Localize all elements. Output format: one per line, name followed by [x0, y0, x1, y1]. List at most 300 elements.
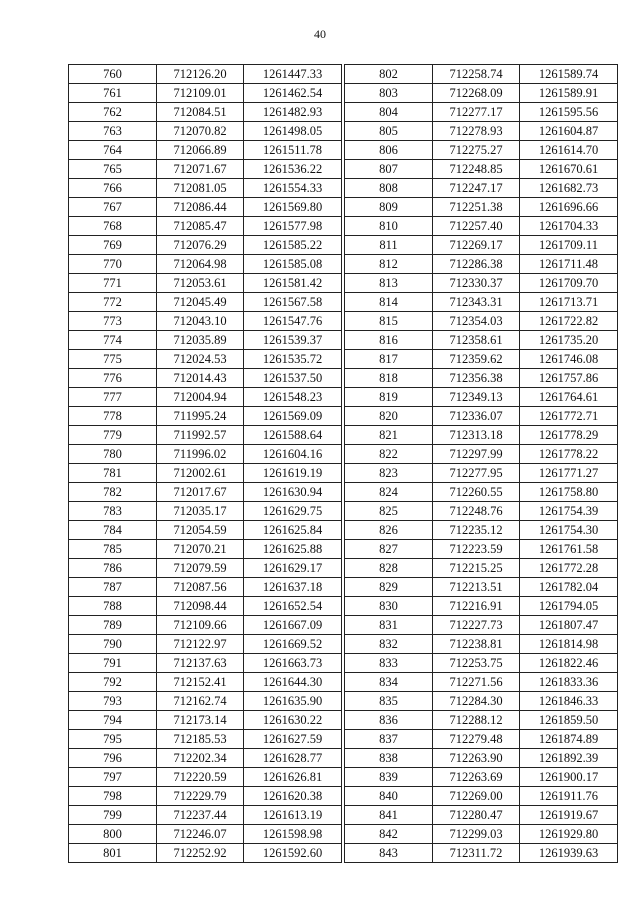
x-coordinate-cell: 712079.59 — [157, 559, 244, 578]
table-row — [345, 844, 618, 863]
point-number-cell: 760 — [69, 65, 157, 84]
table-row — [69, 464, 342, 483]
page-number: 40 — [314, 27, 326, 41]
table-row — [69, 578, 342, 597]
y-coordinate-cell: 1261669.52 — [244, 635, 342, 654]
point-number-cell: 771 — [69, 274, 157, 293]
table-row — [345, 711, 618, 730]
x-coordinate-cell: 712076.29 — [157, 236, 244, 255]
y-coordinate-cell: 1261761.58 — [520, 540, 618, 559]
y-coordinate-cell: 1261619.19 — [244, 464, 342, 483]
y-coordinate-cell: 1261859.50 — [520, 711, 618, 730]
point-number-cell: 820 — [345, 407, 433, 426]
point-number-cell: 788 — [69, 597, 157, 616]
point-number-cell: 796 — [69, 749, 157, 768]
y-coordinate-cell: 1261709.70 — [520, 274, 618, 293]
table-row — [345, 369, 618, 388]
x-coordinate-cell: 712354.03 — [433, 312, 520, 331]
table-row — [345, 540, 618, 559]
y-coordinate-cell: 1261778.22 — [520, 445, 618, 464]
point-number-cell: 825 — [345, 502, 433, 521]
table-row — [69, 635, 342, 654]
table-row — [345, 597, 618, 616]
x-coordinate-cell: 712064.98 — [157, 255, 244, 274]
y-coordinate-cell: 1261614.70 — [520, 141, 618, 160]
table-row — [69, 749, 342, 768]
y-coordinate-cell: 1261595.56 — [520, 103, 618, 122]
point-number-cell: 843 — [345, 844, 433, 863]
y-coordinate-cell: 1261772.71 — [520, 407, 618, 426]
y-coordinate-cell: 1261874.89 — [520, 730, 618, 749]
point-number-cell: 795 — [69, 730, 157, 749]
y-coordinate-cell: 1261626.81 — [244, 768, 342, 787]
x-coordinate-cell: 712278.93 — [433, 122, 520, 141]
y-coordinate-cell: 1261613.19 — [244, 806, 342, 825]
point-number-cell: 822 — [345, 445, 433, 464]
y-coordinate-cell: 1261772.28 — [520, 559, 618, 578]
x-coordinate-cell: 711992.57 — [157, 426, 244, 445]
x-coordinate-cell: 711995.24 — [157, 407, 244, 426]
point-number-cell: 816 — [345, 331, 433, 350]
x-coordinate-cell: 712313.18 — [433, 426, 520, 445]
y-coordinate-cell: 1261754.39 — [520, 502, 618, 521]
y-coordinate-cell: 1261589.91 — [520, 84, 618, 103]
y-coordinate-cell: 1261581.42 — [244, 274, 342, 293]
table-row — [345, 350, 618, 369]
x-coordinate-cell: 712227.73 — [433, 616, 520, 635]
x-coordinate-cell: 712045.49 — [157, 293, 244, 312]
y-coordinate-cell: 1261554.33 — [244, 179, 342, 198]
point-number-cell: 840 — [345, 787, 433, 806]
x-coordinate-cell: 712185.53 — [157, 730, 244, 749]
x-coordinate-cell: 712336.07 — [433, 407, 520, 426]
point-number-cell: 821 — [345, 426, 433, 445]
y-coordinate-cell: 1261911.76 — [520, 787, 618, 806]
x-coordinate-cell: 712235.12 — [433, 521, 520, 540]
point-number-cell: 799 — [69, 806, 157, 825]
table-row — [345, 787, 618, 806]
point-number-cell: 815 — [345, 312, 433, 331]
y-coordinate-cell: 1261604.87 — [520, 122, 618, 141]
x-coordinate-cell: 712247.17 — [433, 179, 520, 198]
x-coordinate-cell: 712202.34 — [157, 749, 244, 768]
x-coordinate-cell: 712084.51 — [157, 103, 244, 122]
x-coordinate-cell: 712085.47 — [157, 217, 244, 236]
x-coordinate-cell: 712070.82 — [157, 122, 244, 141]
x-coordinate-cell: 712349.13 — [433, 388, 520, 407]
table-row — [345, 122, 618, 141]
table-row — [345, 103, 618, 122]
table-row — [69, 407, 342, 426]
x-coordinate-cell: 711996.02 — [157, 445, 244, 464]
y-coordinate-cell: 1261569.80 — [244, 198, 342, 217]
point-number-cell: 811 — [345, 236, 433, 255]
y-coordinate-cell: 1261670.61 — [520, 160, 618, 179]
x-coordinate-cell: 712359.62 — [433, 350, 520, 369]
y-coordinate-cell: 1261682.73 — [520, 179, 618, 198]
x-coordinate-cell: 712284.30 — [433, 692, 520, 711]
table-row — [69, 483, 342, 502]
y-coordinate-cell: 1261722.82 — [520, 312, 618, 331]
table-row — [345, 749, 618, 768]
x-coordinate-cell: 712017.67 — [157, 483, 244, 502]
x-coordinate-cell: 712071.67 — [157, 160, 244, 179]
point-number-cell: 831 — [345, 616, 433, 635]
table-row — [345, 559, 618, 578]
y-coordinate-cell: 1261822.46 — [520, 654, 618, 673]
x-coordinate-cell: 712035.89 — [157, 331, 244, 350]
point-number-cell: 842 — [345, 825, 433, 844]
point-number-cell: 810 — [345, 217, 433, 236]
table-row — [69, 806, 342, 825]
point-number-cell: 833 — [345, 654, 433, 673]
table-row — [345, 255, 618, 274]
table-row — [69, 388, 342, 407]
table-row — [345, 635, 618, 654]
table-row — [69, 825, 342, 844]
point-number-cell: 824 — [345, 483, 433, 502]
y-coordinate-cell: 1261625.84 — [244, 521, 342, 540]
table-row — [69, 65, 342, 84]
table-row — [345, 217, 618, 236]
table-row — [69, 673, 342, 692]
y-coordinate-cell: 1261589.74 — [520, 65, 618, 84]
point-number-cell: 835 — [345, 692, 433, 711]
point-number-cell: 787 — [69, 578, 157, 597]
point-number-cell: 823 — [345, 464, 433, 483]
y-coordinate-cell: 1261630.22 — [244, 711, 342, 730]
x-coordinate-cell: 712098.44 — [157, 597, 244, 616]
point-number-cell: 764 — [69, 141, 157, 160]
y-coordinate-cell: 1261625.88 — [244, 540, 342, 559]
point-number-cell: 837 — [345, 730, 433, 749]
y-coordinate-cell: 1261585.08 — [244, 255, 342, 274]
y-coordinate-cell: 1261652.54 — [244, 597, 342, 616]
x-coordinate-cell: 712215.25 — [433, 559, 520, 578]
x-coordinate-cell: 712237.44 — [157, 806, 244, 825]
y-coordinate-cell: 1261628.77 — [244, 749, 342, 768]
x-coordinate-cell: 712299.03 — [433, 825, 520, 844]
x-coordinate-cell: 712087.56 — [157, 578, 244, 597]
y-coordinate-cell: 1261511.78 — [244, 141, 342, 160]
table-row — [345, 141, 618, 160]
x-coordinate-cell: 712070.21 — [157, 540, 244, 559]
x-coordinate-cell: 712358.61 — [433, 331, 520, 350]
x-coordinate-cell: 712122.97 — [157, 635, 244, 654]
point-number-cell: 801 — [69, 844, 157, 863]
table-row — [69, 540, 342, 559]
x-coordinate-cell: 712109.01 — [157, 84, 244, 103]
point-number-cell: 839 — [345, 768, 433, 787]
y-coordinate-cell: 1261735.20 — [520, 331, 618, 350]
y-coordinate-cell: 1261637.18 — [244, 578, 342, 597]
point-number-cell: 797 — [69, 768, 157, 787]
x-coordinate-cell: 712053.61 — [157, 274, 244, 293]
y-coordinate-cell: 1261696.66 — [520, 198, 618, 217]
x-coordinate-cell: 712043.10 — [157, 312, 244, 331]
y-coordinate-cell: 1261807.47 — [520, 616, 618, 635]
table-row — [345, 654, 618, 673]
table-row — [69, 198, 342, 217]
point-number-cell: 805 — [345, 122, 433, 141]
point-number-cell: 768 — [69, 217, 157, 236]
point-number-cell: 829 — [345, 578, 433, 597]
coordinates-table-left-body — [69, 65, 342, 863]
x-coordinate-cell: 712263.90 — [433, 749, 520, 768]
table-row — [345, 84, 618, 103]
table-row — [69, 787, 342, 806]
table-row — [345, 692, 618, 711]
y-coordinate-cell: 1261704.33 — [520, 217, 618, 236]
point-number-cell: 803 — [345, 84, 433, 103]
point-number-cell: 782 — [69, 483, 157, 502]
point-number-cell: 817 — [345, 350, 433, 369]
y-coordinate-cell: 1261588.64 — [244, 426, 342, 445]
point-number-cell: 783 — [69, 502, 157, 521]
point-number-cell: 777 — [69, 388, 157, 407]
x-coordinate-cell: 712253.75 — [433, 654, 520, 673]
x-coordinate-cell: 712268.09 — [433, 84, 520, 103]
point-number-cell: 767 — [69, 198, 157, 217]
y-coordinate-cell: 1261537.50 — [244, 369, 342, 388]
table-row — [345, 179, 618, 198]
table-row — [345, 293, 618, 312]
y-coordinate-cell: 1261536.22 — [244, 160, 342, 179]
table-row — [345, 388, 618, 407]
table-row — [345, 331, 618, 350]
y-coordinate-cell: 1261635.90 — [244, 692, 342, 711]
y-coordinate-cell: 1261892.39 — [520, 749, 618, 768]
point-number-cell: 765 — [69, 160, 157, 179]
x-coordinate-cell: 712086.44 — [157, 198, 244, 217]
table-row — [69, 179, 342, 198]
table-row — [69, 445, 342, 464]
table-row — [69, 521, 342, 540]
y-coordinate-cell: 1261535.72 — [244, 350, 342, 369]
table-row — [345, 236, 618, 255]
x-coordinate-cell: 712081.05 — [157, 179, 244, 198]
point-number-cell: 806 — [345, 141, 433, 160]
y-coordinate-cell: 1261598.98 — [244, 825, 342, 844]
y-coordinate-cell: 1261604.16 — [244, 445, 342, 464]
x-coordinate-cell: 712216.91 — [433, 597, 520, 616]
y-coordinate-cell: 1261629.17 — [244, 559, 342, 578]
y-coordinate-cell: 1261778.29 — [520, 426, 618, 445]
table-row — [69, 350, 342, 369]
table-row — [69, 312, 342, 331]
x-coordinate-cell: 712229.79 — [157, 787, 244, 806]
point-number-cell: 800 — [69, 825, 157, 844]
y-coordinate-cell: 1261569.09 — [244, 407, 342, 426]
point-number-cell: 793 — [69, 692, 157, 711]
y-coordinate-cell: 1261548.23 — [244, 388, 342, 407]
point-number-cell: 762 — [69, 103, 157, 122]
x-coordinate-cell: 712152.41 — [157, 673, 244, 692]
x-coordinate-cell: 712271.56 — [433, 673, 520, 692]
point-number-cell: 832 — [345, 635, 433, 654]
point-number-cell: 804 — [345, 103, 433, 122]
x-coordinate-cell: 712002.61 — [157, 464, 244, 483]
coordinates-table-left — [68, 64, 342, 863]
y-coordinate-cell: 1261833.36 — [520, 673, 618, 692]
y-coordinate-cell: 1261498.05 — [244, 122, 342, 141]
y-coordinate-cell: 1261900.17 — [520, 768, 618, 787]
point-number-cell: 830 — [345, 597, 433, 616]
point-number-cell: 838 — [345, 749, 433, 768]
point-number-cell: 773 — [69, 312, 157, 331]
y-coordinate-cell: 1261709.11 — [520, 236, 618, 255]
y-coordinate-cell: 1261757.86 — [520, 369, 618, 388]
point-number-cell: 818 — [345, 369, 433, 388]
point-number-cell: 785 — [69, 540, 157, 559]
x-coordinate-cell: 712248.85 — [433, 160, 520, 179]
point-number-cell: 836 — [345, 711, 433, 730]
point-number-cell: 798 — [69, 787, 157, 806]
x-coordinate-cell: 712162.74 — [157, 692, 244, 711]
x-coordinate-cell: 712263.69 — [433, 768, 520, 787]
x-coordinate-cell: 712269.00 — [433, 787, 520, 806]
table-row — [345, 464, 618, 483]
x-coordinate-cell: 712251.38 — [433, 198, 520, 217]
y-coordinate-cell: 1261929.80 — [520, 825, 618, 844]
table-row — [69, 654, 342, 673]
point-number-cell: 808 — [345, 179, 433, 198]
table-row — [345, 730, 618, 749]
y-coordinate-cell: 1261794.05 — [520, 597, 618, 616]
y-coordinate-cell: 1261630.94 — [244, 483, 342, 502]
table-row — [69, 141, 342, 160]
x-coordinate-cell: 712288.12 — [433, 711, 520, 730]
y-coordinate-cell: 1261462.54 — [244, 84, 342, 103]
y-coordinate-cell: 1261667.09 — [244, 616, 342, 635]
point-number-cell: 781 — [69, 464, 157, 483]
x-coordinate-cell: 712277.17 — [433, 103, 520, 122]
table-row — [69, 426, 342, 445]
x-coordinate-cell: 712035.17 — [157, 502, 244, 521]
point-number-cell: 819 — [345, 388, 433, 407]
y-coordinate-cell: 1261919.67 — [520, 806, 618, 825]
y-coordinate-cell: 1261746.08 — [520, 350, 618, 369]
point-number-cell: 778 — [69, 407, 157, 426]
point-number-cell: 826 — [345, 521, 433, 540]
table-row — [69, 103, 342, 122]
table-row — [69, 730, 342, 749]
y-coordinate-cell: 1261482.93 — [244, 103, 342, 122]
x-coordinate-cell: 712126.20 — [157, 65, 244, 84]
point-number-cell: 766 — [69, 179, 157, 198]
x-coordinate-cell: 712066.89 — [157, 141, 244, 160]
coordinates-table-right-body — [345, 65, 618, 863]
table-row — [345, 578, 618, 597]
table-row — [69, 274, 342, 293]
table-row — [69, 122, 342, 141]
table-row — [345, 502, 618, 521]
point-number-cell: 784 — [69, 521, 157, 540]
table-row — [69, 293, 342, 312]
point-number-cell: 834 — [345, 673, 433, 692]
y-coordinate-cell: 1261644.30 — [244, 673, 342, 692]
point-number-cell: 774 — [69, 331, 157, 350]
table-row — [69, 711, 342, 730]
point-number-cell: 769 — [69, 236, 157, 255]
table-row — [345, 65, 618, 84]
point-number-cell: 786 — [69, 559, 157, 578]
y-coordinate-cell: 1261585.22 — [244, 236, 342, 255]
x-coordinate-cell: 712279.48 — [433, 730, 520, 749]
point-number-cell: 772 — [69, 293, 157, 312]
point-number-cell: 809 — [345, 198, 433, 217]
table-row — [345, 426, 618, 445]
table-row — [345, 274, 618, 293]
x-coordinate-cell: 712260.55 — [433, 483, 520, 502]
point-number-cell: 794 — [69, 711, 157, 730]
point-number-cell: 789 — [69, 616, 157, 635]
y-coordinate-cell: 1261629.75 — [244, 502, 342, 521]
coordinates-table-right — [344, 64, 618, 863]
table-row — [69, 84, 342, 103]
x-coordinate-cell: 712137.63 — [157, 654, 244, 673]
x-coordinate-cell: 712014.43 — [157, 369, 244, 388]
table-row — [69, 255, 342, 274]
point-number-cell: 802 — [345, 65, 433, 84]
x-coordinate-cell: 712173.14 — [157, 711, 244, 730]
x-coordinate-cell: 712258.74 — [433, 65, 520, 84]
table-row — [69, 597, 342, 616]
x-coordinate-cell: 712213.51 — [433, 578, 520, 597]
y-coordinate-cell: 1261547.76 — [244, 312, 342, 331]
x-coordinate-cell: 712248.76 — [433, 502, 520, 521]
x-coordinate-cell: 712311.72 — [433, 844, 520, 863]
x-coordinate-cell: 712220.59 — [157, 768, 244, 787]
point-number-cell: 779 — [69, 426, 157, 445]
point-number-cell: 780 — [69, 445, 157, 464]
y-coordinate-cell: 1261782.04 — [520, 578, 618, 597]
table-row — [345, 312, 618, 331]
point-number-cell: 828 — [345, 559, 433, 578]
table-row — [345, 806, 618, 825]
table-row — [69, 217, 342, 236]
y-coordinate-cell: 1261663.73 — [244, 654, 342, 673]
x-coordinate-cell: 712109.66 — [157, 616, 244, 635]
x-coordinate-cell: 712269.17 — [433, 236, 520, 255]
x-coordinate-cell: 712054.59 — [157, 521, 244, 540]
y-coordinate-cell: 1261447.33 — [244, 65, 342, 84]
x-coordinate-cell: 712280.47 — [433, 806, 520, 825]
point-number-cell: 761 — [69, 84, 157, 103]
point-number-cell: 841 — [345, 806, 433, 825]
table-row — [69, 502, 342, 521]
point-number-cell: 827 — [345, 540, 433, 559]
point-number-cell: 813 — [345, 274, 433, 293]
point-number-cell: 807 — [345, 160, 433, 179]
x-coordinate-cell: 712223.59 — [433, 540, 520, 559]
table-row — [345, 407, 618, 426]
table-row — [69, 160, 342, 179]
y-coordinate-cell: 1261814.98 — [520, 635, 618, 654]
y-coordinate-cell: 1261567.58 — [244, 293, 342, 312]
table-row — [69, 616, 342, 635]
point-number-cell: 763 — [69, 122, 157, 141]
point-number-cell: 776 — [69, 369, 157, 388]
table-row — [69, 559, 342, 578]
y-coordinate-cell: 1261771.27 — [520, 464, 618, 483]
table-row — [345, 825, 618, 844]
x-coordinate-cell: 712297.99 — [433, 445, 520, 464]
x-coordinate-cell: 712356.38 — [433, 369, 520, 388]
y-coordinate-cell: 1261764.61 — [520, 388, 618, 407]
point-number-cell: 791 — [69, 654, 157, 673]
y-coordinate-cell: 1261939.63 — [520, 844, 618, 863]
